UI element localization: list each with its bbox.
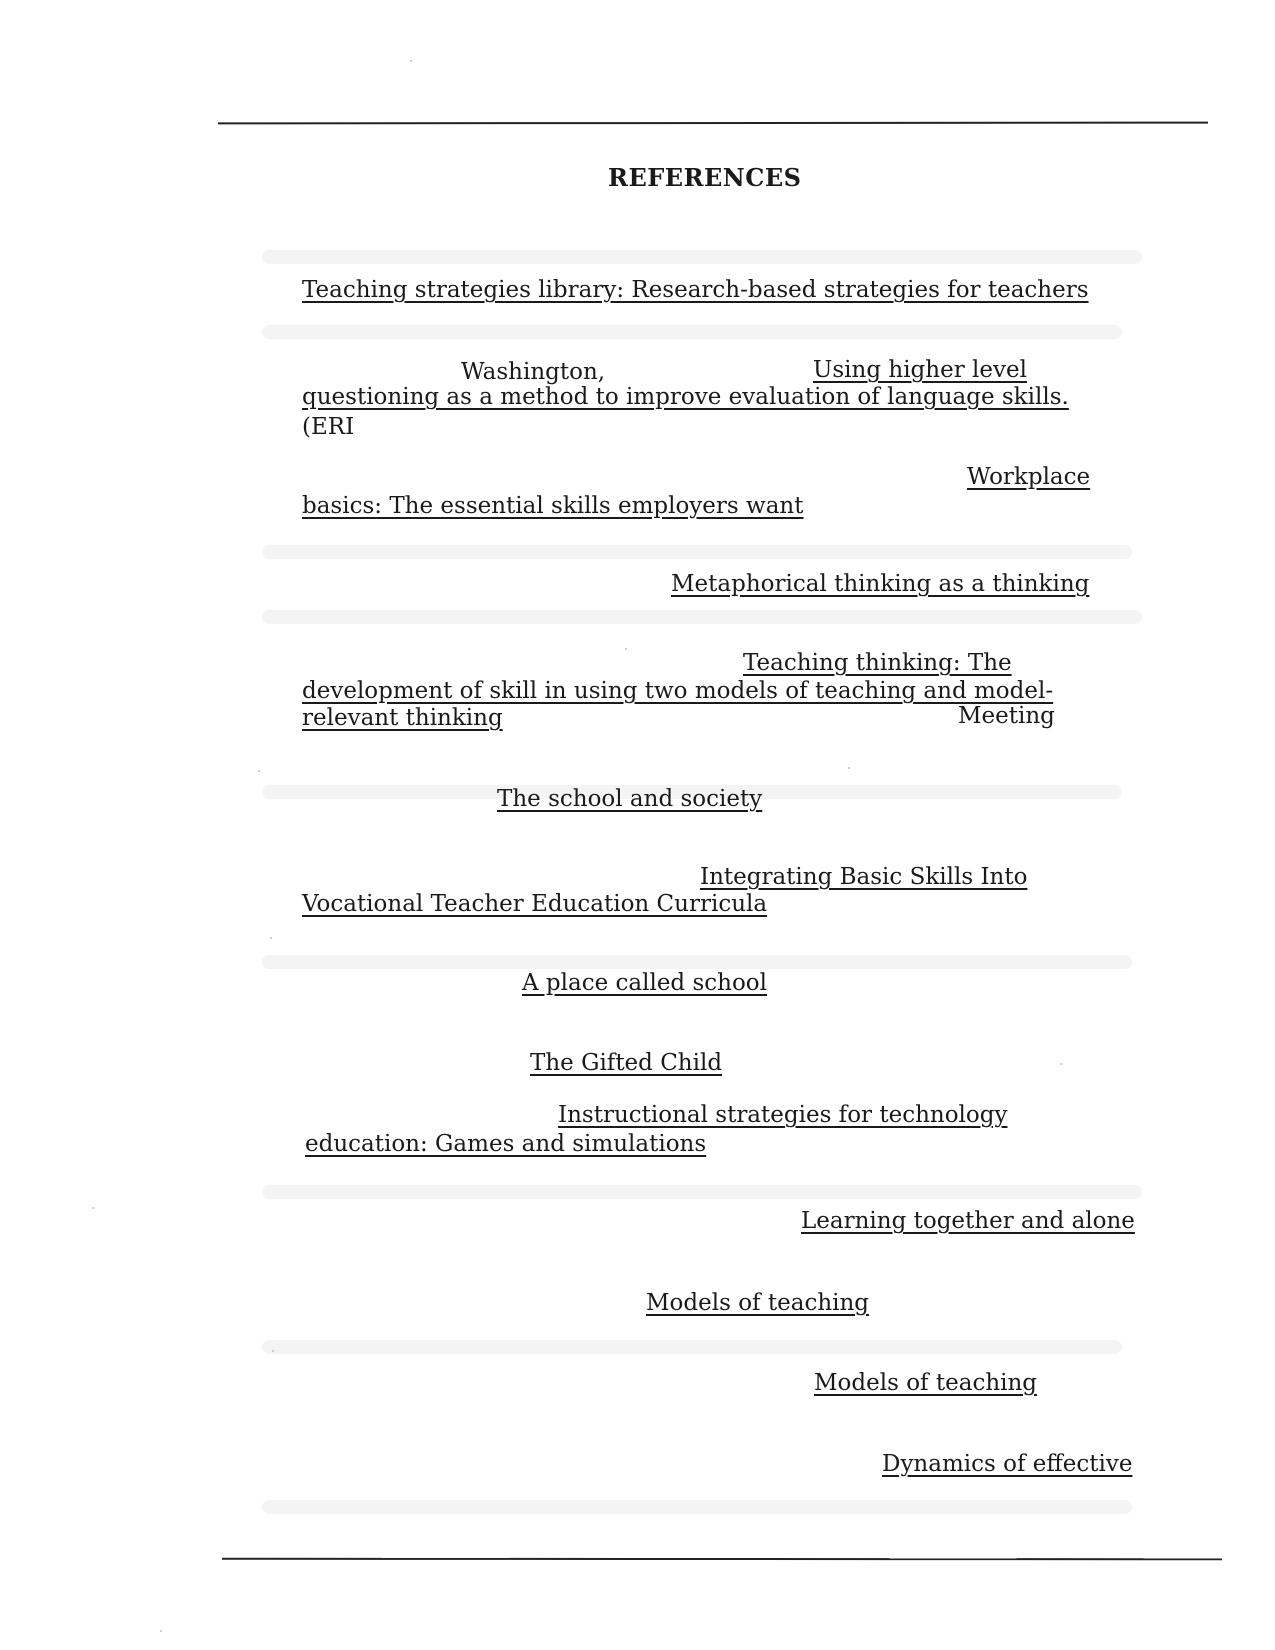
scan-speck [625, 648, 627, 650]
faded-text-band [262, 1185, 1142, 1199]
reference-title: Vocational Teacher Education Curricula [302, 891, 768, 917]
reference-title: Workplace [967, 464, 1091, 490]
reference-title: Models of teaching [814, 1370, 1038, 1396]
reference-title: A place called school [522, 970, 768, 996]
scan-speck [160, 1630, 162, 1632]
scan-speck [1060, 1063, 1062, 1065]
reference-title: questioning as a method to improve evaluation of language skills. [302, 384, 1069, 410]
faded-text-band [262, 955, 1132, 969]
scan-speck [92, 1207, 94, 1209]
reference-title: Teaching strategies library: Research-based strategies for teachers [302, 277, 1089, 303]
faded-text-band [262, 1340, 1122, 1354]
reference-title: Models of teaching [646, 1290, 870, 1316]
reference-title: Learning together and alone [801, 1208, 1135, 1234]
reference-title: basics: The essential skills employers want [302, 493, 804, 519]
reference-title: The school and society [497, 786, 763, 812]
scan-speck [258, 770, 260, 772]
reference-title: relevant thinking [302, 705, 503, 731]
reference-title: Teaching thinking: The [743, 650, 1012, 676]
page-title: REFERENCES [608, 163, 802, 192]
faded-text-band [262, 1500, 1132, 1514]
scan-speck [270, 937, 272, 939]
reference-title: Instructional strategies for technology [558, 1102, 1008, 1128]
reference-title: Dynamics of effective [882, 1451, 1133, 1477]
reference-note: Meeting [958, 703, 1055, 729]
reference-note: (ERI [302, 414, 355, 440]
scan-speck [848, 767, 850, 769]
reference-title: Integrating Basic Skills Into [700, 864, 1028, 890]
reference-title: The Gifted Child [530, 1050, 723, 1076]
faded-text-band [262, 610, 1142, 624]
bottom-rule [222, 1558, 1222, 1561]
faded-text-band [262, 250, 1142, 264]
faded-text-band [262, 545, 1132, 559]
scan-speck [272, 1350, 274, 1352]
faded-text-band [262, 325, 1122, 339]
top-rule [218, 122, 1208, 125]
reference-title: Metaphorical thinking as a thinking [671, 571, 1090, 597]
reference-title: education: Games and simulations [305, 1131, 707, 1157]
scan-speck [410, 60, 412, 62]
reference-title: development of skill in using two models of teaching and model- [302, 678, 1054, 704]
reference-place: Washington, [461, 359, 606, 385]
reference-title: Using higher level [813, 357, 1027, 383]
